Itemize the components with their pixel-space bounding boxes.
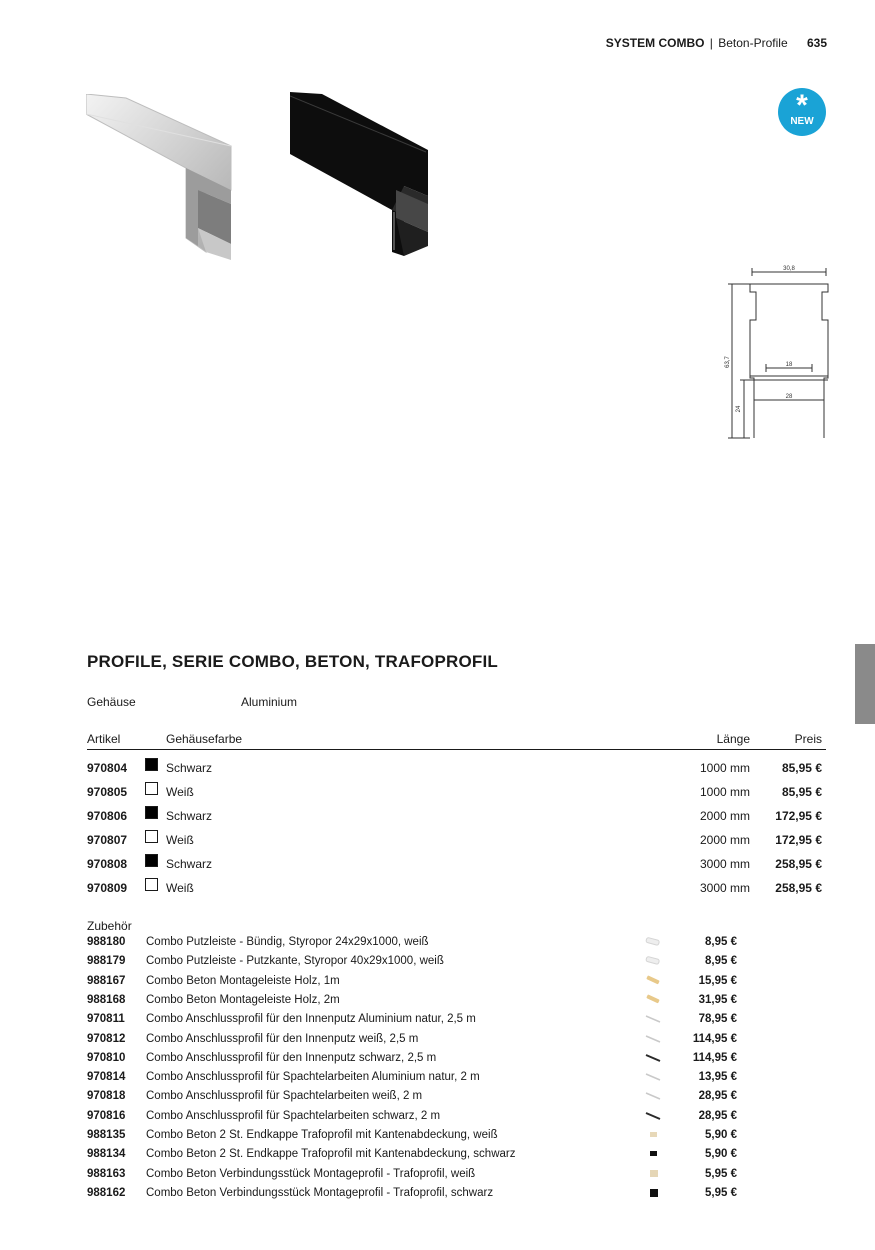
accessory-thumbnail bbox=[643, 1033, 663, 1045]
accessory-row bbox=[0, 1148, 875, 1167]
accessory-price: 78,95 € bbox=[698, 1013, 737, 1026]
accessory-description: Combo Putzleiste - Putzkante, Styropor 40x29x1000, weiß bbox=[146, 955, 444, 968]
price: 258,95 € bbox=[775, 881, 822, 895]
accessory-description: Combo Anschlussprofil für den Innenputz weiß, 2,5 m bbox=[146, 1032, 419, 1045]
accessory-description: Combo Anschlussprofil für Spachtelarbeiten Aluminium natur, 2 m bbox=[146, 1071, 480, 1084]
accessory-row bbox=[0, 1052, 875, 1071]
accessory-article: 970816 bbox=[87, 1109, 126, 1122]
length: 3000 mm bbox=[699, 857, 750, 871]
accessory-thumbnail bbox=[643, 1013, 663, 1025]
dim-top: 30,8 bbox=[783, 266, 795, 272]
accessory-description: Combo Beton Verbindungsstück Montageprofil - Trafoprofil, weiß bbox=[146, 1167, 476, 1180]
price: 258,95 € bbox=[775, 857, 822, 871]
accessory-row bbox=[0, 1168, 875, 1187]
accessory-row bbox=[0, 1013, 875, 1032]
accessory-thumbnail bbox=[643, 1090, 663, 1102]
price: 85,95 € bbox=[781, 785, 822, 799]
accessory-row bbox=[0, 1090, 875, 1109]
accessory-thumbnail bbox=[643, 1148, 663, 1160]
price: 172,95 € bbox=[775, 809, 822, 823]
accessory-description: Combo Anschlussprofil für den Innenputz schwarz, 2,5 m bbox=[146, 1051, 437, 1064]
accessory-article: 988180 bbox=[87, 936, 126, 948]
article-number: 970807 bbox=[87, 833, 128, 847]
table-row bbox=[0, 833, 875, 857]
accessory-thumbnail bbox=[643, 1187, 663, 1199]
length: 2000 mm bbox=[699, 809, 750, 823]
table-row bbox=[0, 857, 875, 881]
header-separator: | bbox=[709, 36, 713, 50]
table-row bbox=[0, 785, 875, 809]
article-number: 970808 bbox=[87, 857, 128, 871]
length: 2000 mm bbox=[699, 833, 750, 847]
page-header bbox=[606, 36, 827, 50]
accessory-article: 970814 bbox=[87, 1071, 126, 1084]
dim-inner: 18 bbox=[785, 362, 793, 368]
price: 85,95 € bbox=[781, 761, 822, 775]
accessory-article: 970810 bbox=[87, 1051, 126, 1064]
accessory-price: 13,95 € bbox=[698, 1071, 737, 1084]
accessory-row bbox=[0, 1110, 875, 1129]
dim-bottom-height: 24 bbox=[736, 405, 742, 413]
housing-color: Schwarz bbox=[166, 809, 213, 823]
accessory-price: 15,95 € bbox=[698, 974, 737, 987]
article-number: 970804 bbox=[87, 761, 128, 775]
accessory-row bbox=[0, 1033, 875, 1052]
color-swatch bbox=[145, 806, 158, 819]
accessory-thumbnail bbox=[643, 1052, 663, 1064]
housing-color: Weiß bbox=[166, 833, 194, 847]
accessory-thumbnail bbox=[643, 1168, 663, 1180]
accessory-article: 988168 bbox=[87, 993, 126, 1006]
accessory-row bbox=[0, 936, 875, 955]
color-swatch bbox=[145, 758, 158, 771]
accessory-thumbnail bbox=[643, 1129, 663, 1141]
housing-color: Weiß bbox=[166, 785, 194, 799]
accessory-article: 970812 bbox=[87, 1032, 126, 1045]
header-article: Artikel bbox=[87, 732, 121, 746]
header-system: SYSTEM COMBO bbox=[605, 36, 705, 50]
length: 1000 mm bbox=[699, 761, 750, 775]
header-category: Beton-Profile bbox=[718, 36, 788, 50]
accessory-thumbnail bbox=[643, 936, 663, 948]
article-number: 970809 bbox=[87, 881, 128, 895]
new-badge-label: NEW bbox=[790, 116, 814, 127]
table-row bbox=[0, 881, 875, 905]
accessory-price: 8,95 € bbox=[705, 955, 737, 968]
accessory-description: Combo Beton Verbindungsstück Montageprofil - Trafoprofil, schwarz bbox=[146, 1186, 494, 1199]
accessory-article: 988163 bbox=[87, 1167, 126, 1180]
housing-color: Schwarz bbox=[166, 761, 213, 775]
accessory-description: Combo Beton 2 St. Endkappe Trafoprofil mit Kantenabdeckung, schwarz bbox=[146, 1148, 516, 1161]
accessory-price: 5,95 € bbox=[705, 1167, 737, 1180]
housing-color: Weiß bbox=[166, 881, 194, 895]
header-price: Preis bbox=[794, 732, 822, 746]
accessories-heading: Zubehör bbox=[87, 919, 132, 933]
accessory-article: 970818 bbox=[87, 1090, 126, 1103]
accessory-price: 28,95 € bbox=[698, 1090, 737, 1103]
header-length: Länge bbox=[716, 732, 750, 746]
accessory-price: 5,90 € bbox=[705, 1148, 737, 1161]
section-title: PROFILE, SERIE COMBO, BETON, TRAFOPROFIL bbox=[87, 652, 498, 671]
accessory-row bbox=[0, 955, 875, 974]
table-row bbox=[0, 809, 875, 833]
accessory-row bbox=[0, 1071, 875, 1090]
accessory-price: 5,95 € bbox=[705, 1186, 737, 1199]
accessory-description: Combo Anschlussprofil für Spachtelarbeiten schwarz, 2 m bbox=[146, 1109, 441, 1122]
color-swatch bbox=[145, 854, 158, 867]
header-color: Gehäusefarbe bbox=[166, 732, 243, 746]
accessory-price: 28,95 € bbox=[698, 1109, 737, 1122]
accessory-thumbnail bbox=[643, 955, 663, 967]
color-swatch bbox=[145, 878, 158, 891]
aluminium-profile-image bbox=[86, 94, 234, 264]
color-swatch bbox=[145, 782, 158, 795]
dim-bottom-width: 28 bbox=[785, 394, 793, 400]
table-row bbox=[0, 761, 875, 785]
page-number: 635 bbox=[806, 36, 827, 50]
dim-height: 63,7 bbox=[725, 356, 731, 368]
accessory-article: 970811 bbox=[87, 1013, 125, 1026]
accessory-description: Combo Anschlussprofil für den Innenputz Aluminium natur, 2,5 m bbox=[146, 1013, 476, 1026]
header-divider bbox=[87, 749, 826, 750]
accessory-article: 988179 bbox=[87, 955, 126, 968]
chapter-tab bbox=[855, 644, 875, 724]
accessory-thumbnail bbox=[643, 1071, 663, 1083]
color-swatch bbox=[145, 830, 158, 843]
accessory-description: Combo Beton Montageleiste Holz, 2m bbox=[146, 993, 340, 1006]
accessory-price: 5,90 € bbox=[705, 1129, 737, 1141]
profile-cross-section-drawing bbox=[720, 262, 832, 444]
accessory-description: Combo Anschlussprofil für Spachtelarbeiten weiß, 2 m bbox=[146, 1090, 423, 1103]
accessory-price: 31,95 € bbox=[698, 993, 737, 1006]
accessory-price: 114,95 € bbox=[692, 1032, 737, 1045]
accessory-description: Combo Putzleiste - Bündig, Styropor 24x29x1000, weiß bbox=[146, 936, 429, 948]
new-badge bbox=[778, 88, 826, 136]
accessory-description: Combo Beton 2 St. Endkappe Trafoprofil mit Kantenabdeckung, weiß bbox=[146, 1129, 498, 1141]
asterisk-icon: * bbox=[796, 89, 808, 122]
accessory-thumbnail bbox=[643, 1110, 663, 1122]
accessory-thumbnail bbox=[643, 975, 663, 987]
accessory-article: 988167 bbox=[87, 974, 126, 987]
accessory-price: 114,95 € bbox=[692, 1051, 737, 1064]
accessory-row bbox=[0, 994, 875, 1013]
accessory-price: 8,95 € bbox=[705, 936, 737, 948]
accessory-article: 988135 bbox=[87, 1129, 126, 1141]
article-number: 970806 bbox=[87, 809, 128, 823]
accessory-article: 988134 bbox=[87, 1148, 126, 1161]
accessory-row bbox=[0, 1187, 875, 1206]
price: 172,95 € bbox=[775, 833, 822, 847]
housing-label: Gehäuse bbox=[87, 695, 136, 709]
black-profile-image bbox=[290, 92, 432, 262]
article-number: 970805 bbox=[87, 785, 128, 799]
accessory-thumbnail bbox=[643, 994, 663, 1006]
length: 3000 mm bbox=[699, 881, 750, 895]
accessory-row bbox=[0, 1129, 875, 1148]
housing-color: Schwarz bbox=[166, 857, 213, 871]
accessory-description: Combo Beton Montageleiste Holz, 1m bbox=[146, 974, 340, 987]
accessory-row bbox=[0, 975, 875, 994]
length: 1000 mm bbox=[699, 785, 750, 799]
housing-value: Aluminium bbox=[241, 695, 298, 709]
accessory-article: 988162 bbox=[87, 1186, 126, 1199]
